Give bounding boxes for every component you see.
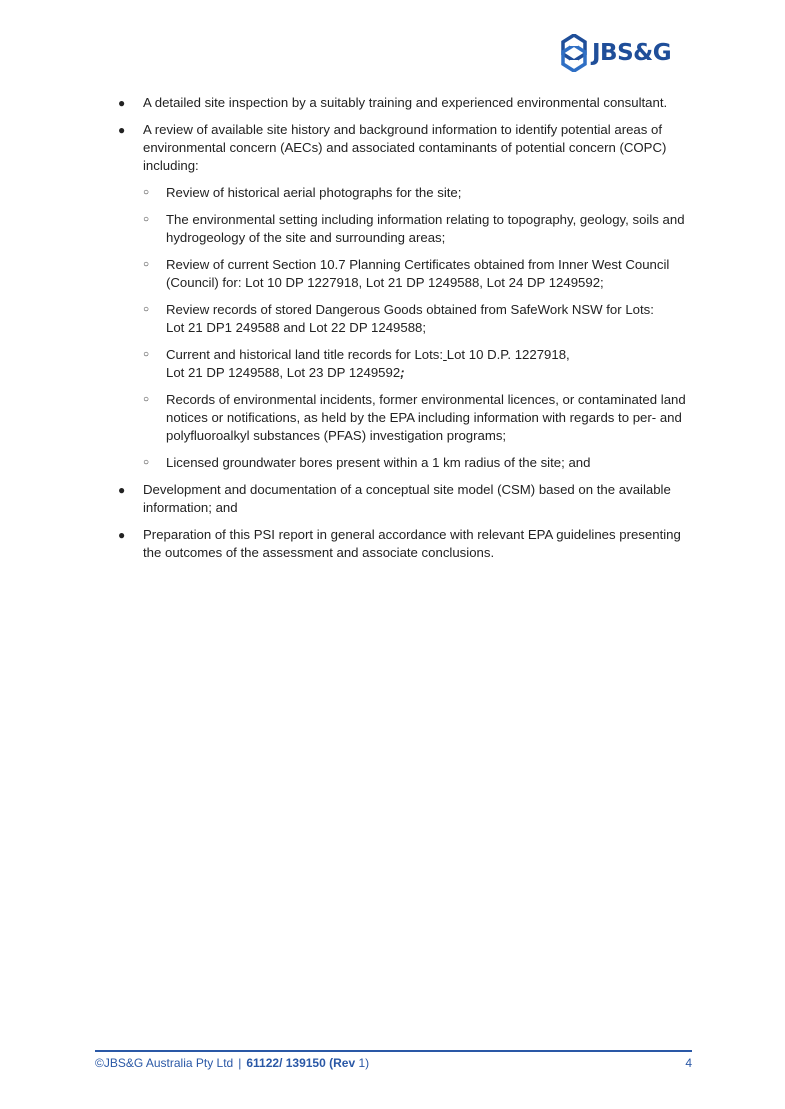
- bullet-icon: ●: [118, 123, 126, 137]
- circle-bullet-icon: ○: [143, 394, 150, 405]
- circle-bullet-icon: ○: [143, 457, 150, 468]
- bullet-icon: ●: [118, 96, 126, 110]
- sub-list-item-text: Records of environmental incidents, former environmental licences, or contaminated land notices or notifications, as held by the EPA including information with regards to per- and polyfluoroalkyl substances (PFAS) investigation programs;: [166, 392, 686, 443]
- company-logo: [559, 34, 671, 72]
- footer-project-number: 61122/ 139150: [246, 1056, 326, 1070]
- circle-bullet-icon: ○: [143, 304, 150, 315]
- sub-list-item: [118, 391, 698, 445]
- circle-bullet-icon: ○: [143, 214, 150, 225]
- emphasized-semicolon: ;: [400, 365, 405, 380]
- jbsg-logo-icon: [559, 34, 589, 72]
- sub-list-item: [118, 301, 698, 337]
- bullet-icon: ●: [118, 483, 126, 497]
- list-item-text: A review of available site history and background information to identify potential areas of environmental concern (AECs) and associated contaminants of potential concern (COPC) including:: [143, 122, 667, 173]
- list-item-text: Preparation of this PSI report in general accordance with relevant EPA guidelines presenting the outcomes of the assessment and associate conclusions.: [143, 527, 681, 560]
- sub-list-item: [118, 211, 698, 247]
- sub-list-item-text-line-2: Lot 21 DP1 249588 and Lot 22 DP 1249588;: [166, 320, 427, 335]
- sub-list-item-text: Licensed groundwater bores present within a 1 km radius of the site; and: [166, 455, 591, 470]
- sub-list-item: [118, 454, 698, 472]
- footer-divider: [95, 1050, 692, 1052]
- list-item-text: Development and documentation of a conceptual site model (CSM) based on the available information; and: [143, 482, 671, 515]
- sub-list-item: [118, 184, 698, 202]
- sub-list-item: [118, 256, 698, 292]
- sub-list-item-text-part-1: Current and historical land title records for Lots:: [166, 347, 444, 362]
- circle-bullet-icon: ○: [143, 187, 150, 198]
- list-item: [118, 526, 698, 562]
- list-item-text: A detailed site inspection by a suitably training and experienced environmental consultant.: [143, 95, 668, 110]
- footer-revision-number: 1): [358, 1056, 370, 1070]
- list-item: [118, 121, 698, 175]
- logo-text: JBS&G: [592, 40, 672, 66]
- list-item: [118, 481, 698, 517]
- list-item: [118, 94, 698, 112]
- page-number: 4: [685, 1056, 692, 1070]
- sub-list-item-text: The environmental setting including information relating to topography, geology, soils and hydrogeology of the site and surrounding areas;: [166, 212, 685, 245]
- footer-separator: |: [238, 1056, 242, 1070]
- circle-bullet-icon: ○: [143, 349, 150, 360]
- footer-document-info: [95, 1055, 369, 1071]
- sub-list-item-text-line-1: Review records of stored Dangerous Goods obtained from SafeWork NSW for Lots:: [166, 302, 654, 317]
- sub-list-item-text-part-4: Lot 21 DP 1249588, Lot 23 DP 1249592: [166, 365, 401, 380]
- sub-list-item-text-part-3: Lot 10 D.P. 1227918,: [446, 347, 570, 362]
- bullet-icon: ●: [118, 528, 126, 542]
- footer-copyright: ©JBS&G Australia Pty Ltd: [95, 1056, 234, 1070]
- sub-list-item-text: Review of historical aerial photographs for the site;: [166, 185, 462, 200]
- sub-list-item: [118, 346, 698, 382]
- footer-revision-label: (Rev: [329, 1056, 356, 1070]
- sub-list-item-text: Review of current Section 10.7 Planning Certificates obtained from Inner West Council (Council) for: Lot 10 DP 1227918, Lot 21 DP 1249588, Lot 24 DP 1249592;: [166, 257, 670, 290]
- circle-bullet-icon: ○: [143, 259, 150, 270]
- document-body: [118, 94, 698, 571]
